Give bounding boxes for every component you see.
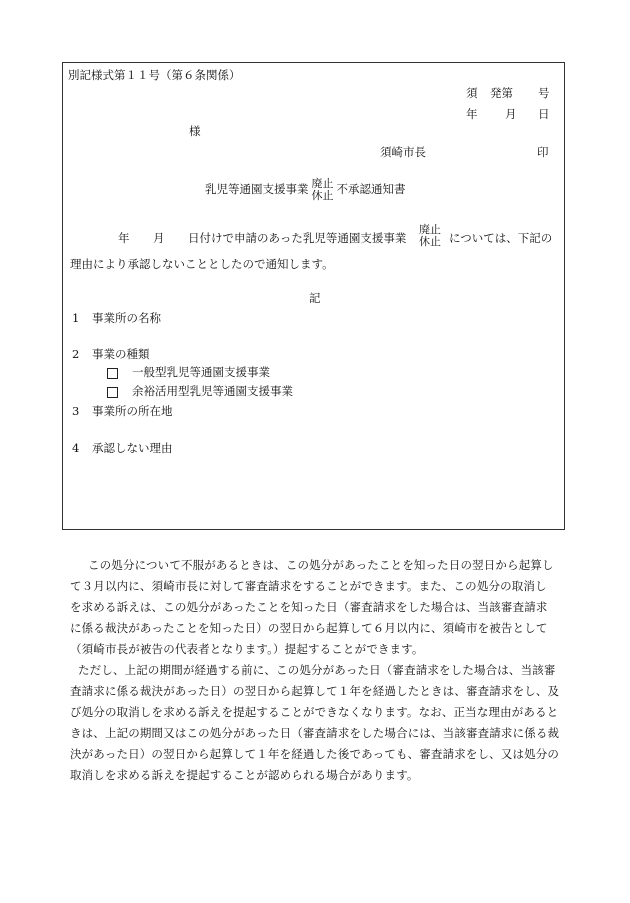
item-2-option-general[interactable] [107,367,270,379]
notice-p2-line-4: きは、上記の期間又はこの処分があった日（審査請求をした場合には、当該審査請求に係る裁 [70,726,560,740]
seal-mark: 印 [537,145,549,159]
body-year: 年 [118,231,130,245]
item-3-label: 事業所の所在地 [92,404,173,418]
title-option-abolish: 廃止 [311,177,334,190]
title-option-suspend: 休止 [311,188,334,202]
body-month: 月 [153,231,165,245]
body-day-text: 日付けで申請のあった乳児等通園支援事業 [188,231,407,245]
notice-p2-line-2: 査請求に係る裁決があった日）の翌日から起算して１年を経過したときは、審査請求をし、及 [70,684,560,698]
issuer-name: 須崎市長 [380,145,426,159]
checkbox-general[interactable] [107,368,118,379]
item-1-label: 事業所の名称 [92,311,161,325]
doc-number-mid: 発第 [490,86,513,100]
notice-p1-line-1: この処分について不服があるときは、この処分があったことを知った日の翌日から起算し [88,558,554,572]
body-option-abolish: 廃止 [419,223,441,236]
notice-p1-line-3: を求める訴えは、この処分があったことを知った日（審査請求をした場合は、当該審査請求 [70,600,548,614]
doc-number-prefix: 須 [466,86,478,100]
date-month: 月 [505,107,517,121]
notice-p1-line-2: て３月以内に、須崎市長に対して審査請求をすることができます。また、この処分の取消し [70,579,547,593]
option-surplus-label: 余裕活用型乳児等通園支援事業 [132,384,293,398]
item-3-number: 3 [72,404,80,418]
document-title [205,178,406,201]
item-2-option-surplus[interactable] [107,386,293,398]
notice-p2-line-3: び処分の取消しを求める訴えを提起することができなくなります。なお、正当な理由があると [70,705,559,719]
notice-p1-line-5: （須崎市長が被告の代表者となります。）提起することができます。 [70,642,424,656]
option-general-label: 一般型乳児等通園支援事業 [132,365,270,379]
date-year: 年 [466,107,478,121]
notice-p1-line-4: に係る裁決があったことを知った日）の翌日から起算して６月以内に、須崎市を被告として [70,621,548,635]
title-tail: 不承認通知書 [336,181,406,196]
item-1-number: 1 [72,311,80,325]
title-options [312,178,334,201]
notice-p2-line-1: ただし、上記の期間が経過する前に、この処分があった日（審査請求をした場合は、当該審 [78,663,556,677]
notice-paragraph-2 [70,660,570,786]
body-option-suspend: 休止 [419,234,441,248]
item-2-number: 2 [72,347,80,361]
notice-p2-line-5: 決があった日）の翌日から起算して１年を経過した後であっても、審査請求をし、又は処分の [70,747,560,761]
addressee-suffix: 様 [189,124,201,138]
title-main: 乳児等通園支援事業 [205,181,309,196]
checkbox-surplus[interactable] [107,387,118,398]
date-day: 日 [538,107,550,121]
body-line-2: 理由により承認しないこととしたので通知します。 [70,257,334,271]
item-2-label: 事業の種類 [92,347,150,361]
notice-paragraph-1 [70,555,570,660]
item-4-label: 承認しない理由 [92,441,173,455]
body-options [419,224,441,247]
doc-number-suffix: 号 [538,86,550,100]
body-after-options: については、下記の [449,231,553,245]
ki-heading: 記 [309,291,321,305]
form-id-label: 別記様式第１１号（第６条関係） [68,68,241,82]
notice-p2-line-6: 取消しを求める訴えを提起することが認められる場合があります。 [70,768,419,782]
item-4-number: 4 [72,441,80,455]
